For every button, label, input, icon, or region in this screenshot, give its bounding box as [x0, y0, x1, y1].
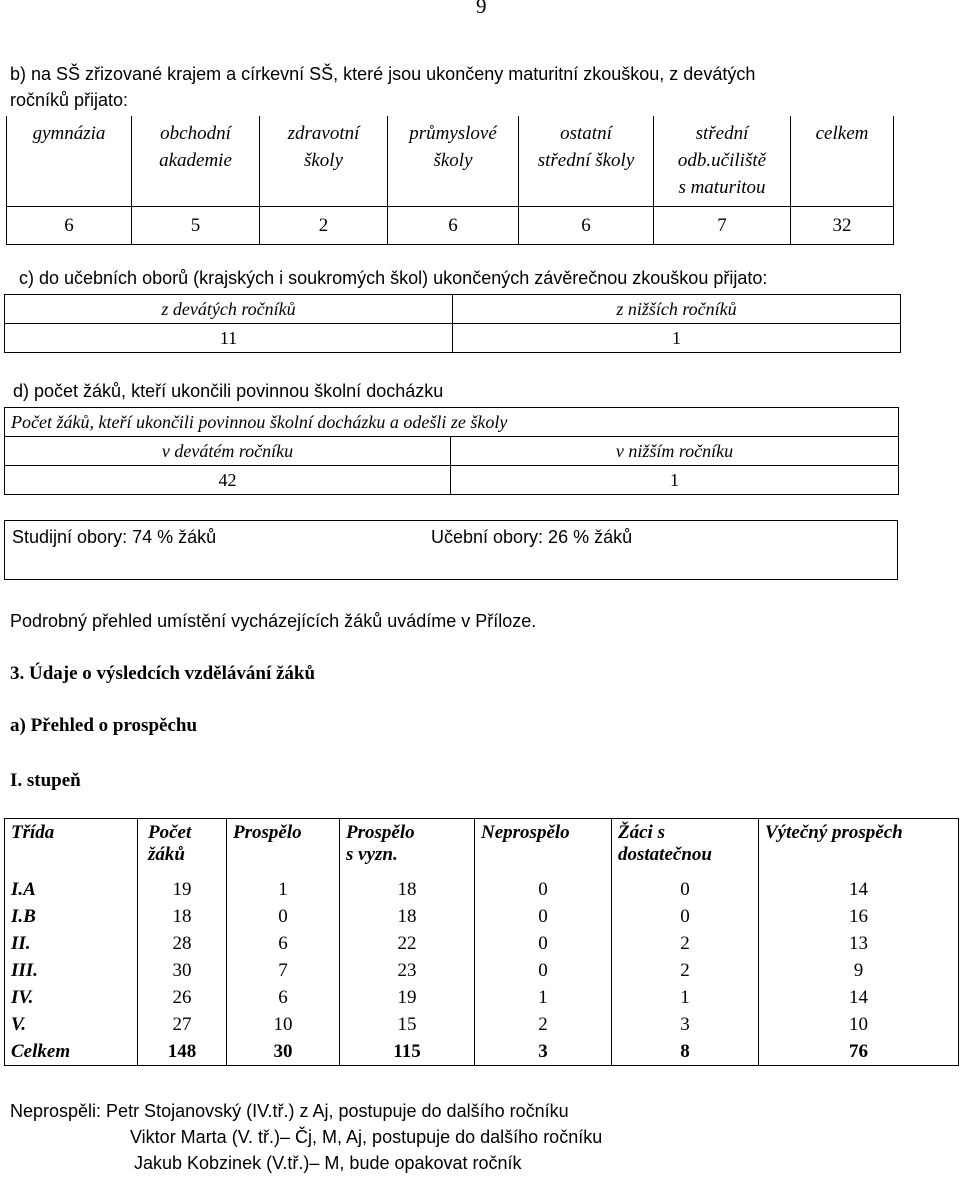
row-cell: 2: [475, 1011, 612, 1038]
row-cell: 9: [759, 957, 959, 984]
compulsory-completion-table: [4, 407, 899, 495]
header-passed: Prospělo: [227, 819, 340, 877]
row-cell: 16: [759, 903, 959, 930]
row-label: IV.: [5, 984, 138, 1011]
failed-line-1: Neprospěli: Petr Stojanovský (IV.tř.) z Aj, postupuje do dalšího ročníku: [10, 1101, 569, 1121]
row-cell: 10: [759, 1011, 959, 1038]
row-cell: 22: [340, 930, 475, 957]
cell-value: 6: [388, 207, 519, 245]
col-ostatni-stredni-skoly: ostatní střední školy: [519, 116, 654, 207]
section-b-intro: b) na SŠ zřizované krajem a církevní SŠ, které jsou ukončeny maturitní zkouškou, z devátých: [10, 64, 756, 84]
cell-value: 2: [260, 207, 388, 245]
col-stredni-odb-uciliste: střední odb.učiliště s maturitou: [654, 116, 791, 207]
row-cell: 0: [475, 957, 612, 984]
row-cell: 1: [475, 984, 612, 1011]
row-cell: 1: [612, 984, 759, 1011]
study-programs-share: Studijní obory: 74 % žáků: [12, 527, 217, 547]
row-cell: 23: [340, 957, 475, 984]
section-d-caption: Počet žáků, kteří ukončili povinnou školní docházku a odešli ze školy: [5, 408, 899, 437]
table-row: [5, 1011, 959, 1038]
row-cell: 30: [138, 957, 227, 984]
row-cell: 13: [759, 930, 959, 957]
row-cell: 10: [227, 1011, 340, 1038]
cell-value: 32: [791, 207, 894, 245]
row-cell: 1: [227, 876, 340, 903]
table-row: [5, 957, 959, 984]
row-cell: 0: [475, 930, 612, 957]
header-lower-grades: z nižších ročníků: [453, 295, 901, 324]
cell-value: 5: [132, 207, 260, 245]
row-cell: 0: [475, 903, 612, 930]
row-label: I.A: [5, 876, 138, 903]
row-cell: 76: [759, 1038, 959, 1066]
annex-note: Podrobný přehled umístění vycházejících žáků uvádíme v Příloze.: [10, 611, 537, 631]
cell-value: 6: [519, 207, 654, 245]
row-cell: 115: [340, 1038, 475, 1066]
row-cell: 0: [227, 903, 340, 930]
row-cell: 15: [340, 1011, 475, 1038]
row-cell: 0: [612, 903, 759, 930]
row-cell: 3: [475, 1038, 612, 1066]
col-obchodni-akademie: obchodní akademie: [132, 116, 260, 207]
col-celkem: celkem: [791, 116, 894, 207]
row-cell: 14: [759, 984, 959, 1011]
admissions-vocational-table: [4, 294, 901, 353]
row-label: V.: [5, 1011, 138, 1038]
cell-value: 6: [7, 207, 132, 245]
row-cell: 0: [475, 876, 612, 903]
header-pupil-count: Počet žáků: [138, 819, 227, 877]
row-cell: 8: [612, 1038, 759, 1066]
row-cell: 14: [759, 876, 959, 903]
heading-stage-one: I. stupeň: [10, 770, 81, 791]
row-cell: 18: [138, 903, 227, 930]
row-cell: 19: [340, 984, 475, 1011]
grades-table: [4, 818, 959, 1066]
row-label: II.: [5, 930, 138, 957]
section-c-intro: c) do učebních oborů (krajských i soukromých škol) ukončených závěrečnou zkouškou přijato:: [19, 268, 768, 288]
row-cell: 27: [138, 1011, 227, 1038]
failed-line-2: Viktor Marta (V. tř.)– Čj, M, Aj, postupuje do dalšího ročníku: [130, 1127, 603, 1147]
cell-value: 11: [5, 324, 453, 353]
row-cell: 148: [138, 1038, 227, 1066]
row-cell: 28: [138, 930, 227, 957]
row-cell: 7: [227, 957, 340, 984]
table-row: [5, 930, 959, 957]
row-cell: 2: [612, 930, 759, 957]
table-row-total: [5, 1038, 959, 1066]
row-label: I.B: [5, 903, 138, 930]
grades-body: [5, 876, 959, 1066]
row-cell: 3: [612, 1011, 759, 1038]
table-row: [5, 984, 959, 1011]
row-cell: 6: [227, 930, 340, 957]
heading-grades-overview: a) Přehled o prospěchu: [10, 715, 198, 736]
cell-value: 1: [451, 466, 899, 495]
heading-results: 3. Údaje o výsledcích vzdělávání žáků: [10, 663, 316, 684]
section-b-intro-2: ročníků přijato:: [10, 90, 129, 110]
cell-value: 1: [453, 324, 901, 353]
row-cell: 2: [612, 957, 759, 984]
learning-programs-share: Učební obory: 26 % žáků: [431, 527, 633, 547]
header-ninth-year: v devátém ročníku: [5, 437, 451, 466]
header-ninth-grade: z devátých ročníků: [5, 295, 453, 324]
header-excellent: Výtečný prospěch: [759, 819, 959, 877]
row-label: III.: [5, 957, 138, 984]
header-class: Třída: [5, 819, 138, 877]
header-passed-distinction: Prospělo s vyzn.: [340, 819, 475, 877]
admissions-maturita-table: [6, 116, 894, 245]
col-gymnazia: gymnázia: [7, 116, 132, 207]
row-cell: 30: [227, 1038, 340, 1066]
failed-line-3: Jakub Kobzinek (V.tř.)– M, bude opakovat ročník: [134, 1153, 522, 1173]
study-split-box: [4, 520, 898, 580]
col-zdravotni-skoly: zdravotní školy: [260, 116, 388, 207]
section-d-intro: d) počet žáků, kteří ukončili povinnou školní docházku: [13, 381, 444, 401]
cell-value: 42: [5, 466, 451, 495]
row-cell: 18: [340, 876, 475, 903]
row-cell: 0: [612, 876, 759, 903]
cell-value: 7: [654, 207, 791, 245]
header-sufficient: Žáci s dostatečnou: [612, 819, 759, 877]
page-number: 9: [476, 0, 487, 18]
row-cell: 19: [138, 876, 227, 903]
header-lower-year: v nižším ročníku: [451, 437, 899, 466]
row-cell: 26: [138, 984, 227, 1011]
header-failed: Neprospělo: [475, 819, 612, 877]
row-cell: 18: [340, 903, 475, 930]
col-prumyslove-skoly: průmyslové školy: [388, 116, 519, 207]
table-row: [5, 903, 959, 930]
table-row: [5, 876, 959, 903]
row-cell: 6: [227, 984, 340, 1011]
row-label: Celkem: [5, 1038, 138, 1066]
